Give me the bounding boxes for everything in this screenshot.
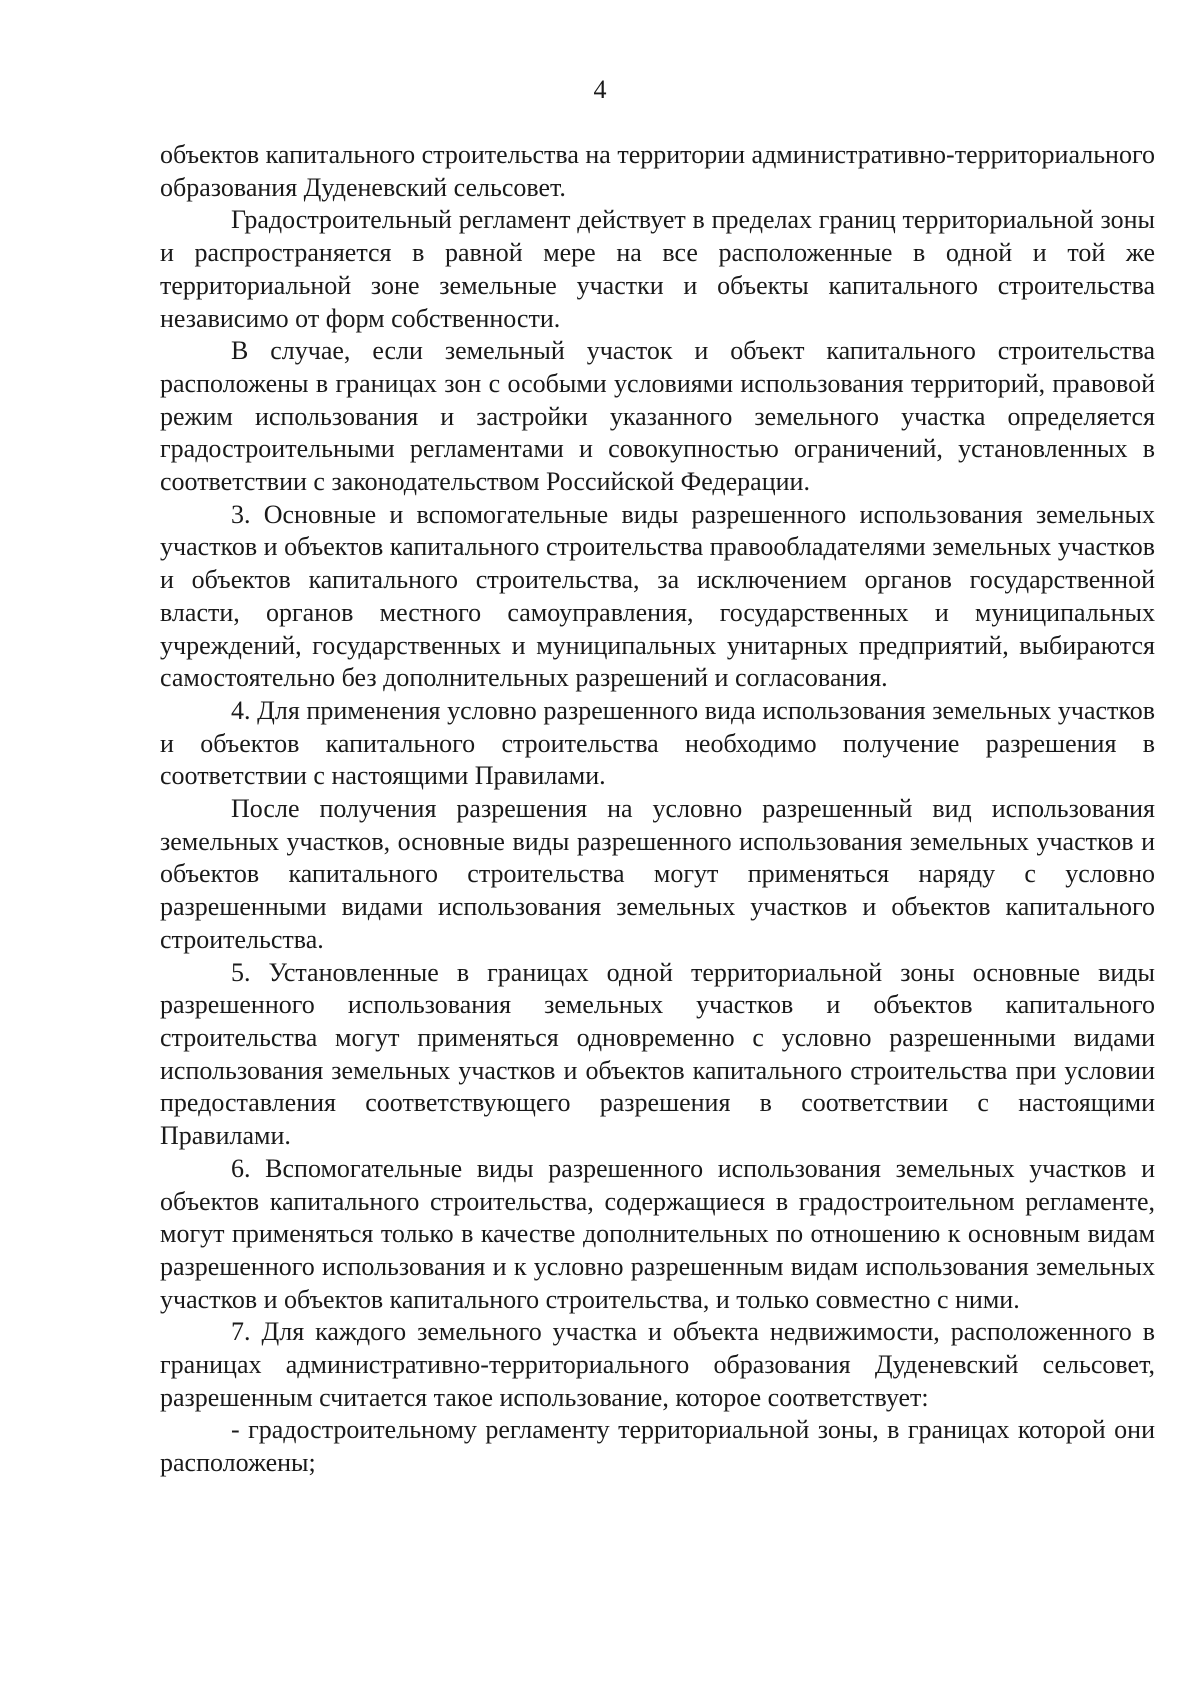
paragraph-item-7: 7. Для каждого земельного участка и объекта недвижимости, расположенного в границах административно-территориального образования Дуденевский сельсовет, разрешенным считается такое использование, которое соответствует: xyxy=(160,1317,1155,1412)
paragraph-item-6: 6. Вспомогательные виды разрешенного использования земельных участков и объектов капитального строительства, содержащиеся в градостроительном регламенте, могут применяться только в качестве дополнительных по отношению к основным видам разрешенного использования и к условно разрешенным видам использования земельных участков и объектов капитального строительства, и только совместно с ними. xyxy=(160,1153,1155,1314)
paragraph-after-permission: После получения разрешения на условно разрешенный вид использования земельных участков, основные виды разрешенного использования земельных участков и объектов капитального строительства могут применяться наряду с условно разрешенными видами использования земельных участков и объектов капитального строительства. xyxy=(160,794,1155,954)
document-body xyxy=(160,139,1155,1480)
paragraph-item-4: 4. Для применения условно разрешенного вида использования земельных участков и объектов капитального строительства необходимо получение разрешения в соответствии с настоящими Правилами. xyxy=(160,695,1155,791)
paragraph-special-zones: В случае, если земельный участок и объект капитального строительства расположены в границах зон с особыми условиями использования территорий, правовой режим использования и застройки указанного земельного участка определяется градостроительными регламентами и совокупностью ограничений, установленных в соответствии с законодательством Российской Федерации. xyxy=(160,336,1155,497)
page-number: 4 xyxy=(593,75,607,104)
list-item-dash: - градостроительному регламенту территориальной зоны, в границах которой они расположены; xyxy=(160,1415,1155,1478)
paragraph-regulation-scope: Градостроительный регламент действует в пределах границ территориальной зоны и распространяется в равной мере на все расположенные в одной и той же территориальной зоне земельные участки и объекты капитального строительства независимо от форм собственности. xyxy=(160,205,1155,333)
paragraph-item-3: 3. Основные и вспомогательные виды разрешенного использования земельных участков и объектов капитального строительства правообладателями земельных участков и объектов капитального строительства, за исключением органов государственной власти, органов местного самоуправления, государственных и муниципальных учреждений, государственных и муниципальных унитарных предприятий, выбираются самостоятельно без дополнительных разрешений и согласования. xyxy=(160,499,1155,693)
paragraph-item-5: 5. Установленные в границах одной территориальной зоны основные виды разрешенного использования земельных участков и объектов капитального строительства могут применяться одновременно с условно разрешенными видами использования земельных участков и объектов капитального строительства при условии предоставления соответствующего разрешения в соответствии с настоящими Правилами. xyxy=(160,957,1155,1151)
paragraph-continuation: объектов капитального строительства на территории административно-территориального образования Дуденевский сельсовет. xyxy=(160,140,1155,202)
